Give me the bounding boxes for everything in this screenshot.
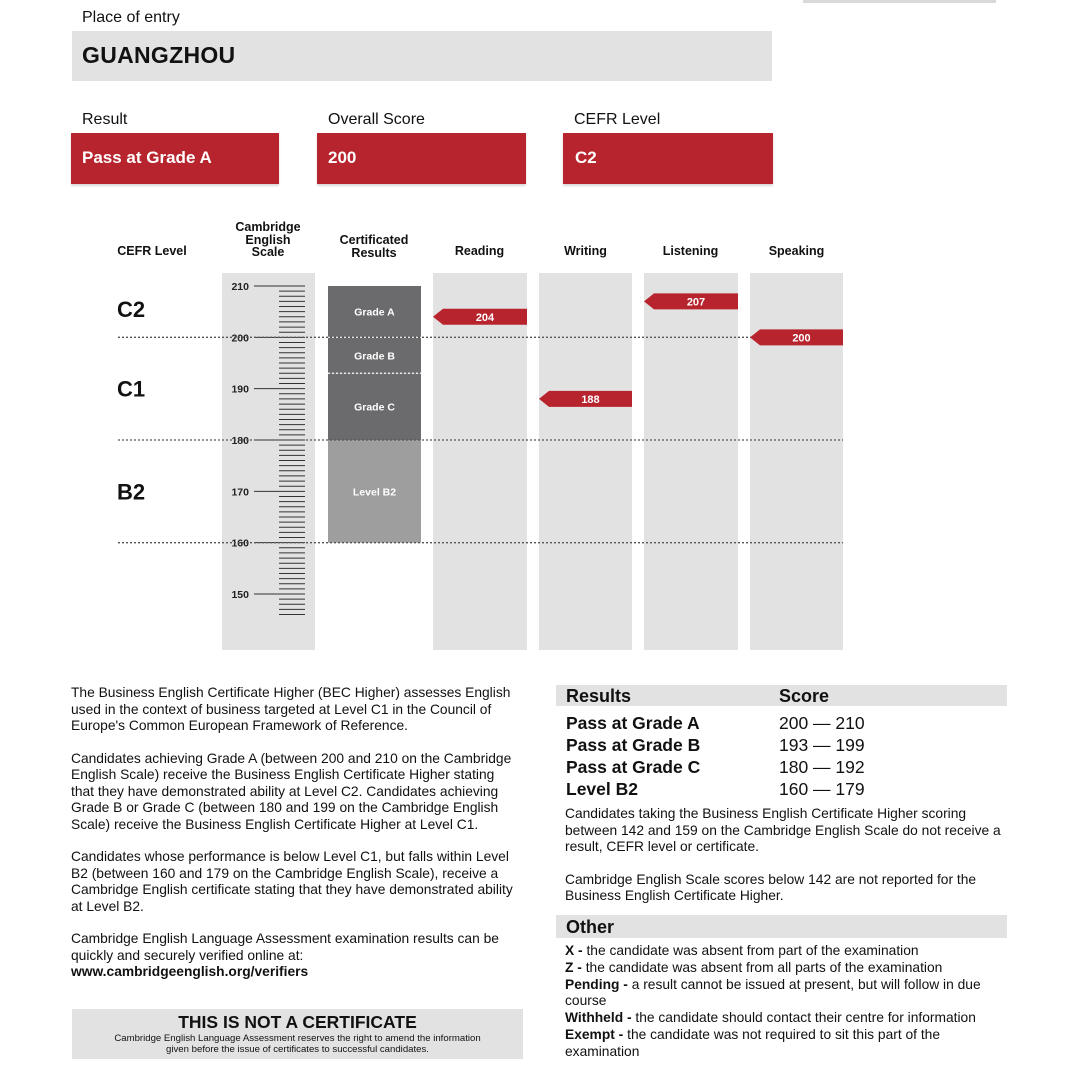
chart-header-writing: Writing xyxy=(564,244,607,258)
results-table xyxy=(566,712,1006,800)
table-row xyxy=(566,778,1006,800)
score-marker-label: 207 xyxy=(686,296,706,309)
list-item xyxy=(565,1010,1005,1027)
table-row xyxy=(566,734,1006,756)
other-key: Withheld - xyxy=(565,1010,632,1026)
chart-header-speaking: Speaking xyxy=(768,244,825,258)
table-row xyxy=(566,756,1006,778)
info-paragraph-3: Candidates whose performance is below Level C1, but falls within Level B2 (between 160 and 179 on the Cambridge English Scale), receive a Cambridge English certificate stating that they have demonstrated ability at Level B2. xyxy=(71,849,513,914)
result-name: Pass at Grade A xyxy=(566,713,700,733)
certificated-band-label: Grade B xyxy=(354,350,395,363)
list-item xyxy=(565,977,1005,1011)
chart-header-reading: Reading xyxy=(454,244,505,258)
score-marker-label: 200 xyxy=(792,332,811,345)
other-key: Pending - xyxy=(565,976,628,992)
results-notes xyxy=(565,806,1005,905)
scale-tick-label: 200 xyxy=(231,332,249,345)
other-header-bar xyxy=(556,915,1007,938)
info-paragraph-4: Cambridge English Language Assessment examination results can be quickly and securely verified online at: xyxy=(71,931,499,963)
scale-tick-label: 210 xyxy=(231,281,249,293)
result-score: 160 — 179 xyxy=(779,779,865,799)
other-key: Z - xyxy=(565,959,582,975)
cefr-level-value: C2 xyxy=(575,148,597,167)
scale-tick-label: 160 xyxy=(231,537,249,550)
chart-header-cefr: CEFR Level xyxy=(117,244,187,258)
cefr-level-marker: C2 xyxy=(117,297,146,323)
result-name: Pass at Grade B xyxy=(566,735,701,755)
other-header: Other xyxy=(566,917,615,937)
other-text: the candidate was absent from all parts of the examination xyxy=(581,959,943,975)
score-marker-label: 188 xyxy=(581,393,600,406)
result-value: Pass at Grade A xyxy=(82,148,212,167)
disclaimer-text: Cambridge English Language Assessment reserves the right to amend the information given before the issue of certificates to successful candidates. xyxy=(114,1033,481,1055)
certificated-band-label: Level B2 xyxy=(352,486,397,499)
other-text: the candidate should contact their centre for information xyxy=(631,1010,976,1026)
list-item xyxy=(565,1027,1005,1061)
other-text: the candidate was not required to sit this part of the examination xyxy=(565,1026,941,1059)
verification-url: www.cambridgeenglish.org/verifiers xyxy=(71,964,309,979)
certificated-band-label: Grade C xyxy=(354,401,395,414)
chart-header-listening: Listening xyxy=(662,244,719,258)
results-header: Results xyxy=(566,686,632,706)
scale-tick-label: 180 xyxy=(231,435,249,447)
certificated-band-label: Grade A xyxy=(354,306,395,319)
scale-tick-label: 190 xyxy=(231,383,249,396)
score-column-2 xyxy=(539,273,632,650)
info-paragraph-1: The Business English Certificate Higher (BEC Higher) assesses English used in the context of business targeted at Level C1 in the Council of Europe's Common European Framework of Reference. xyxy=(71,685,511,733)
result-label: Result xyxy=(82,111,128,128)
result-score: 180 — 192 xyxy=(779,757,865,777)
other-key: Exempt - xyxy=(565,1026,624,1042)
other-list xyxy=(565,943,1005,1061)
disclaimer-title: THIS IS NOT A CERTIFICATE xyxy=(178,1012,417,1032)
score-header: Score xyxy=(779,686,830,706)
cefr-level-label: CEFR Level xyxy=(574,111,661,128)
info-text xyxy=(71,685,516,981)
chart-header-scale: Cambridge English Scale xyxy=(235,220,301,259)
other-key: X - xyxy=(565,943,583,958)
scale-tick-label: 150 xyxy=(231,589,249,601)
place-of-entry-label: Place of entry xyxy=(82,9,180,26)
results-note-2: Cambridge English Scale scores below 142 are not reported for the Business English Certificate Higher. xyxy=(565,871,977,903)
place-of-entry-value: GUANGZHOU xyxy=(82,42,236,68)
other-text: the candidate was absent from part of the examination xyxy=(582,943,919,958)
chart-header-certificated: Certificated Results xyxy=(339,233,409,260)
score-column-3 xyxy=(644,273,738,650)
result-name: Level B2 xyxy=(566,779,638,799)
list-item xyxy=(565,943,1005,960)
info-paragraph-2: Candidates achieving Grade A (between 200 and 210 on the Cambridge English Scale) receive the Business English Certificate Higher stating that they have demonstrated ability at Level C2. Candidates achieving Grade B or Grade C (between 180 and 199 on the Cambridge English Scale) receive the Business English Certificate Higher at Level C1. xyxy=(71,750,512,832)
results-note-1: Candidates taking the Business English Certificate Higher scoring between 142 and 159 on the Cambridge English Scale do not receive a result, CEFR level or certificate. xyxy=(565,806,1001,854)
table-row xyxy=(566,712,1006,734)
cefr-level-marker: B2 xyxy=(117,479,146,505)
scale-tick-label: 170 xyxy=(231,486,249,499)
overall-score-value: 200 xyxy=(328,148,357,167)
list-item xyxy=(565,960,1005,977)
cefr-level-marker: C1 xyxy=(117,376,146,402)
disclaimer-box xyxy=(72,1009,523,1059)
overall-score-label: Overall Score xyxy=(328,111,425,128)
score-column-1 xyxy=(433,273,527,650)
other-text: a result cannot be issued at present, but will follow in due course xyxy=(565,976,981,1009)
result-score: 193 — 199 xyxy=(779,735,865,755)
score-marker-label: 204 xyxy=(475,311,495,324)
result-score: 200 — 210 xyxy=(779,713,865,733)
result-name: Pass at Grade C xyxy=(566,757,701,777)
